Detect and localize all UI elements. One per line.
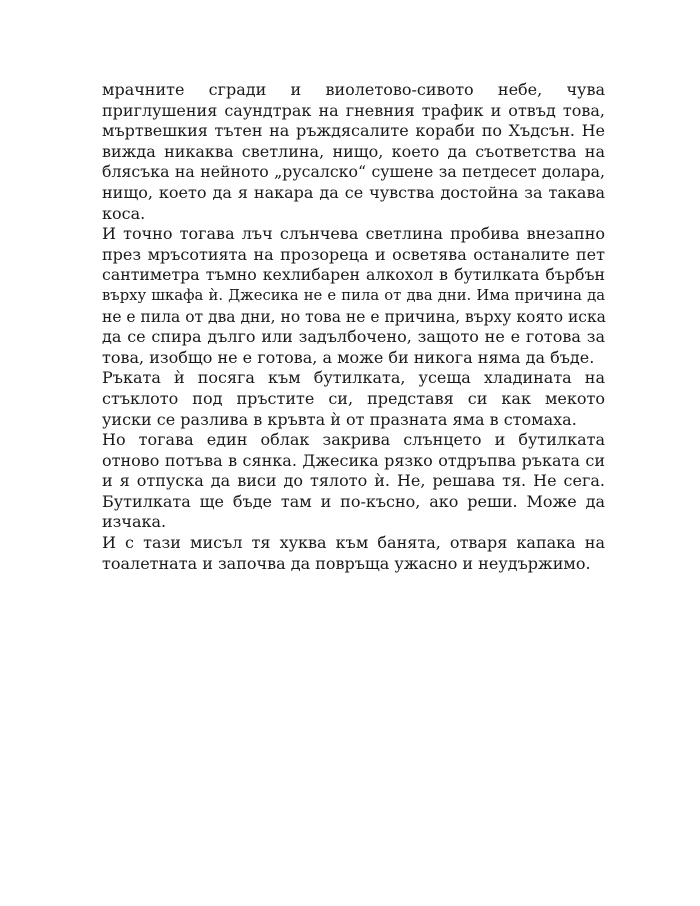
text-line: приглушения саундтрак на гневния трафик и отвъд това,	[102, 100, 605, 120]
paragraph	[102, 80, 605, 224]
text-line: Ръката ѝ посяга към бутилката, усеща хладината на	[102, 368, 605, 388]
text-line: Но тогава един облак закрива слънцето и бутилката	[102, 430, 605, 450]
text-line: не е пила от два дни, но това не е причина, върху която иска	[102, 307, 606, 326]
text-line: мъртвешкия тътен на ръждясалите кораби по Хъдсън. Не	[102, 121, 605, 141]
text-line: Бутилката ще бъде там и по-късно, ако реши. Може да	[102, 491, 605, 511]
paragraph	[102, 430, 605, 533]
text-line: това, изобщо не е готова, а може би никога няма да бъде.	[102, 347, 595, 367]
text-line: тоалетната и започва да повръща ужасно и неудържимо.	[102, 553, 591, 573]
text-line: да се спира дълго или задълбочено, защото не е готова за	[102, 327, 605, 347]
text-line: уиски се разлива в кръвта ѝ от празната яма в стомаха.	[102, 409, 577, 429]
text-line: блясъка на нейното „русалско“ сушене за петдесет долара,	[102, 162, 605, 182]
text-line: коса.	[102, 203, 146, 223]
page-body	[102, 80, 605, 574]
text-line: И точно тогава лъч слънчева светлина пробива внезапно	[102, 224, 605, 244]
text-line: стъклото под пръстите си, представя си как мекото	[102, 388, 605, 408]
paragraph	[102, 224, 605, 368]
text-line: мрачните сгради и виолетово-сивото небе, чува	[102, 80, 605, 99]
text-line: върху шкафа ѝ. Джесика не е пила от два дни. Има причина да	[102, 286, 605, 304]
text-line: отново потъва в сянка. Джесика рязко отдръпва ръката си	[102, 450, 605, 470]
paragraph	[102, 533, 605, 574]
paragraph	[102, 368, 605, 430]
text-line: нищо, което да я накара да се чувства достойна за такава	[102, 182, 605, 202]
text-line: и я отпуска да виси до тялото ѝ. Не, решава тя. Не сега.	[102, 471, 605, 491]
text-line: сантиметра тъмно кехлибарен алкохол в бутилката бърбън	[102, 265, 605, 285]
text-line: И с тази мисъл тя хуква към банята, отваря капака на	[102, 533, 605, 553]
text-line: през мръсотията на прозореца и осветява останалите пет	[102, 244, 605, 264]
text-line: изчака.	[102, 512, 167, 532]
text-line: вижда никаква светлина, нищо, което да съответства на	[102, 141, 605, 161]
